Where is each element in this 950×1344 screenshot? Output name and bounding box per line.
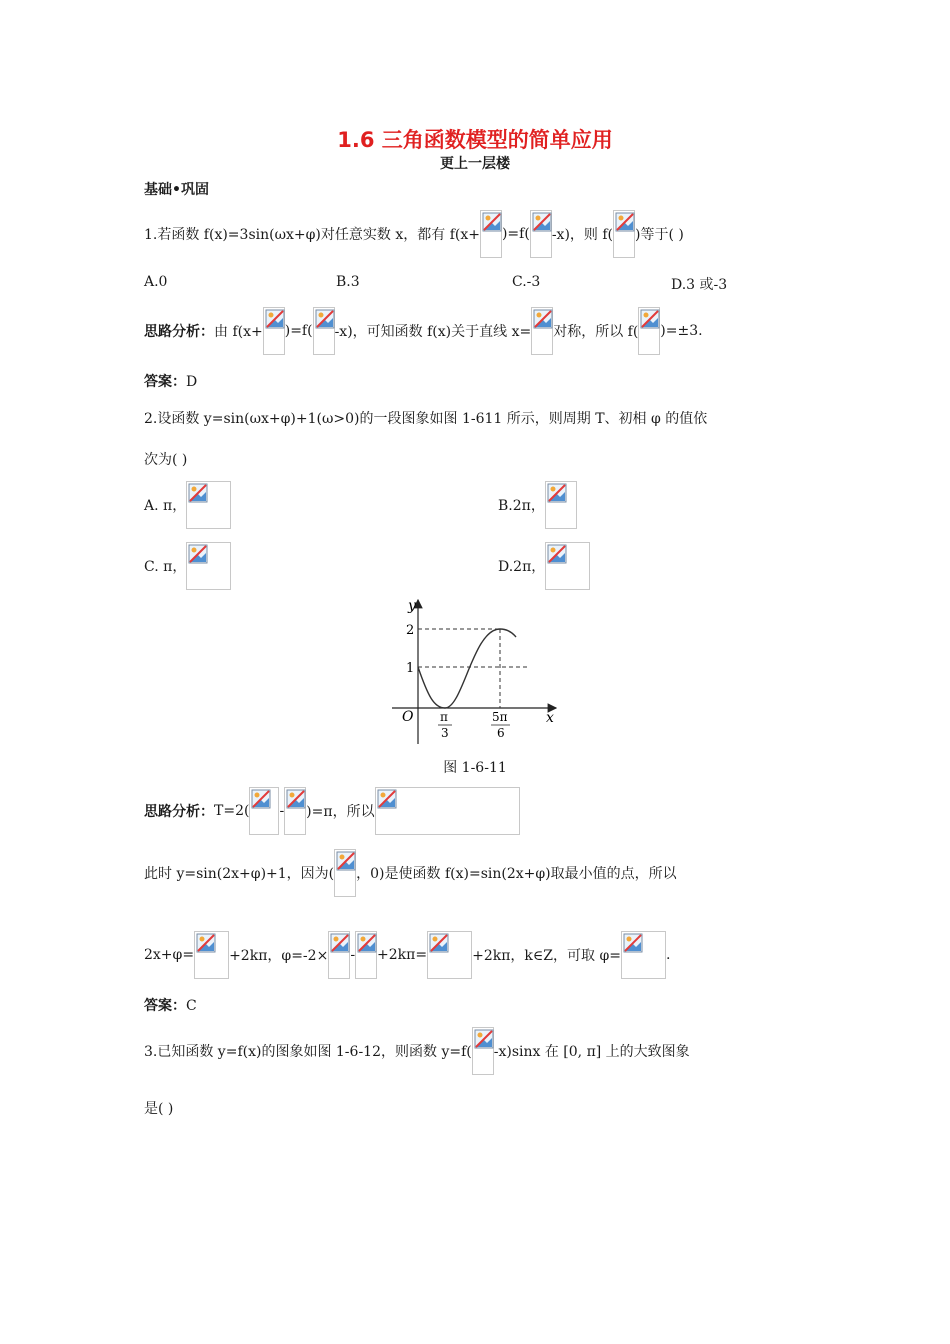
formula-image-icon [263,307,285,355]
q1-analysis-text-d: 对称，所以 f( [553,324,639,340]
q2-analysis1-text-c: )=π，所以 [306,804,375,820]
q3-stem-text-b: -x)sinx 在 [0, π] 上的大致图象 [493,1044,690,1060]
formula-image-icon [545,542,590,590]
y-tick-1: 1 [406,661,415,676]
q1-stem-text-d: )等于( ) [635,227,684,243]
y-tick-2: 2 [406,623,415,638]
x-tick-1-denominator: 3 [441,726,449,740]
q1-option-d: D.3 或-3 [671,277,728,293]
q1-analysis-text-e: )=±3. [660,323,703,339]
formula-image-icon [194,931,229,979]
q2-analysis-line1 [144,787,520,835]
formula-image-icon [186,481,231,529]
q2-option-b-label: B.2π， [498,498,545,514]
formula-image-icon [472,1027,494,1075]
answer-label: 答案： [144,374,186,390]
formula-image-icon [355,931,377,979]
formula-image-icon [545,481,577,529]
q2-analysis3-text-d: +2kπ= [377,947,428,963]
formula-image-icon [530,210,552,258]
q1-answer [144,371,197,391]
q1-analysis-text-c: -x)，可知函数 f(x)关于直线 x= [334,324,532,340]
formula-image-icon [480,210,502,258]
q2-analysis1-text-a: T=2( [214,803,250,819]
x-axis-label: x [546,710,554,726]
q1-stem-text-b: )=f( [501,226,530,242]
q2-option-d-label: D.2π， [498,559,546,575]
q1-option-a: A.0 [144,274,168,290]
q3-stem-text-a: 3.已知函数 y=f(x)的图象如图 1-6-12，则函数 y=f( [144,1044,472,1060]
q1-option-b: B.3 [336,274,360,290]
q1-analysis-text-b: )=f( [284,323,313,339]
q2-analysis3-text-a: 2x+φ= [144,947,195,963]
q3-stem-line1 [144,1027,690,1075]
analysis-label: 思路分析： [144,324,214,340]
q2-analysis1-text-b: - [279,803,285,819]
origin-label: O [402,709,414,725]
formula-image-icon [621,931,666,979]
page-subtitle: 更上一层楼 [440,156,510,172]
sine-curve [418,629,516,708]
formula-image-icon [531,307,553,355]
y-axis-label: y [408,598,416,614]
q2-option-b [498,481,577,529]
q1-option-c: C.-3 [512,274,541,290]
answer-label: 答案： [144,998,186,1014]
sine-graph-figure [388,594,564,744]
q2-analysis2-text-a: 此时 y=sin(2x+φ)+1，因为( [144,866,335,882]
q2-analysis2-text-b: ，0)是使函数 f(x)=sin(2x+φ)取最小值的点，所以 [356,866,677,882]
formula-image-icon [186,542,231,590]
x-tick-2-numerator: 5π [492,710,508,724]
q2-analysis3-text-b: +2kπ，φ=-2× [229,948,329,964]
x-tick-2-denominator: 6 [497,726,505,740]
formula-image-icon [328,931,350,979]
q2-answer-value: C [186,998,197,1014]
q2-stem-line1: 2.设函数 y=sin(ωx+φ)+1(ω>0)的一段图象如图 1-611 所示，则周期 T、初相 φ 的值依 [144,411,708,427]
analysis-label: 思路分析： [144,804,214,820]
q2-analysis3-text-c: - [350,947,356,963]
formula-image-icon [375,787,520,835]
q1-analysis [144,307,703,355]
formula-image-icon [284,787,306,835]
q2-answer [144,995,197,1015]
q1-stem [144,210,684,258]
q2-option-d [498,542,590,590]
formula-image-icon [638,307,660,355]
q2-option-a-label: A. π， [144,498,187,514]
x-tick-1-numerator: π [440,710,448,724]
q2-stem-line2: 次为( ) [144,452,188,468]
q2-analysis3-text-e: +2kπ，k∈Z，可取 φ= [472,948,621,964]
q1-stem-text-c: -x)，则 f( [551,227,613,243]
formula-image-icon [613,210,635,258]
q2-option-c [144,542,231,590]
q1-analysis-text-a: 由 f(x+ [214,324,263,340]
q2-analysis-line3 [144,931,670,979]
q2-option-c-label: C. π， [144,559,187,575]
q1-answer-value: D [186,374,198,390]
q1-stem-text-a: 1.若函数 f(x)=3sin(ωx+φ)对任意实数 x，都有 f(x+ [144,227,480,243]
formula-image-icon [334,849,356,897]
section-heading: 基础•巩固 [144,182,209,198]
formula-image-icon [313,307,335,355]
q2-option-a [144,481,231,529]
q2-analysis-line2 [144,849,677,897]
formula-image-icon [427,931,472,979]
q3-stem-line2: 是( ) [144,1101,174,1117]
q2-analysis3-text-f: . [666,947,671,963]
page-title: 1.6 三角函数模型的简单应用 [337,128,613,152]
formula-image-icon [249,787,279,835]
figure-caption: 图 1-6-11 [443,760,507,776]
